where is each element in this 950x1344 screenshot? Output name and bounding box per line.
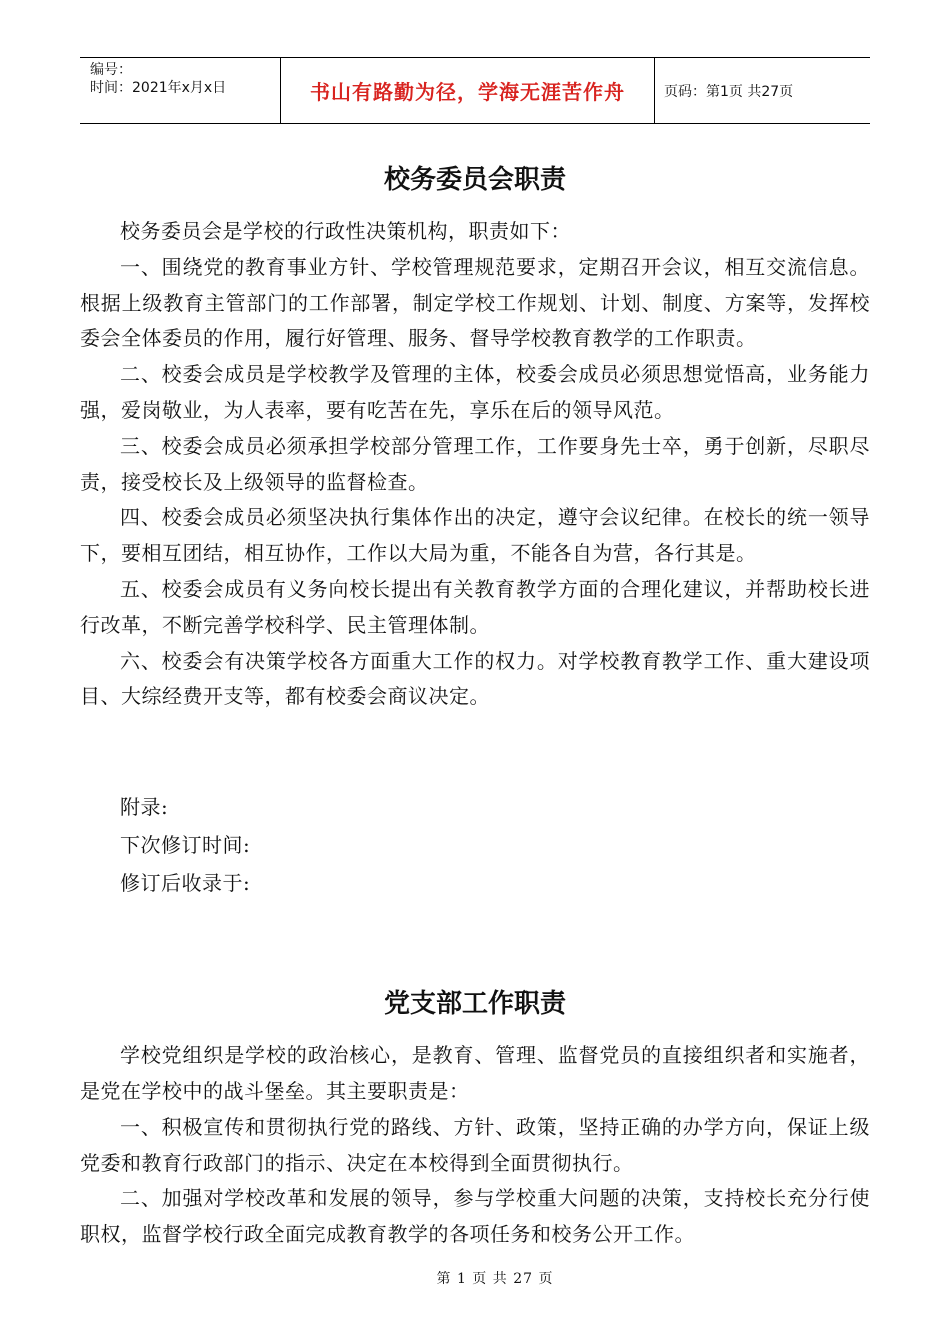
section2-item-1: 一、积极宣传和贯彻执行党的路线、方针、政策，坚持正确的办学方向，保证上级党委和教育行政部门的指示、决定在本校得到全面贯彻执行。 bbox=[80, 1114, 870, 1175]
section1-item-5: 五、校委会成员有义务向校长提出有关教育教学方面的合理化建议，并帮助校长进行改革，不断完善学校科学、民主管理体制。 bbox=[80, 576, 870, 637]
section1-body bbox=[80, 214, 870, 715]
appendix-recorded-in: 修订后收录于: bbox=[120, 871, 251, 896]
section1-item-1: 一、围绕党的教育事业方针、学校管理规范要求，定期召开会议，相互交流信息。根据上级教育主管部门的工作部署，制定学校工作规划、计划、制度、方案等，发挥校委会全体委员的作用，履行好管理、服务、督导学校教育教学的工作职责。 bbox=[80, 254, 870, 351]
document-header bbox=[80, 57, 870, 124]
appendix-next-revision: 下次修订时间: bbox=[120, 833, 251, 858]
section1-item-3: 三、校委会成员必须承担学校部分管理工作，工作要身先士卒，勇于创新，尽职尽责，接受校长及上级领导的监督检查。 bbox=[80, 433, 870, 494]
section2-intro: 学校党组织是学校的政治核心，是教育、管理、监督党员的直接组织者和实施者，是党在学校中的战斗堡垒。其主要职责是： bbox=[80, 1043, 870, 1103]
section2-item-2: 二、加强对学校改革和发展的领导，参与学校重大问题的决策，支持校长充分行使职权，监督学校行政全面完成教育教学的各项任务和校务公开工作。 bbox=[80, 1186, 870, 1247]
header-meta-cell bbox=[80, 58, 281, 123]
section2-title: 党支部工作职责 bbox=[383, 989, 566, 1020]
section1-item-4: 四、校委会成员必须坚决执行集体作出的决定，遵守会议纪律。在校长的统一领导下，要相互团结，相互协作，工作以大局为重，不能各自为营，各行其是。 bbox=[80, 505, 870, 566]
section1-title: 校务委员会职责 bbox=[383, 165, 566, 195]
header-page-info: 页码：第1页 共27页 bbox=[664, 83, 794, 100]
section2-body bbox=[80, 1038, 870, 1253]
section1-item-2: 二、校委会成员是学校教学及管理的主体，校委会成员必须思想觉悟高，业务能力强，爱岗敬业，为人表率，要有吃苦在先，享乐在后的领导风范。 bbox=[80, 362, 870, 422]
document-time-label: 时间：2021年x月x日 bbox=[90, 80, 227, 96]
header-motto: 书山有路勤为径，学海无涯苦作舟 bbox=[281, 58, 655, 123]
section1-item-6: 六、校委会有决策学校各方面重大工作的权力。对学校教育教学工作、重大建设项目、大综经费开支等，都有校委会商议决定。 bbox=[80, 648, 870, 709]
page-footer: 第 1 页 共 27 页 bbox=[436, 1271, 554, 1287]
document-body bbox=[80, 158, 870, 1253]
section1-intro: 校务委员会是学校的行政性决策机构，职责如下： bbox=[120, 219, 571, 243]
document-number-label: 编号： bbox=[90, 62, 132, 78]
appendix-block bbox=[80, 788, 870, 902]
appendix-label: 附录: bbox=[120, 795, 169, 820]
